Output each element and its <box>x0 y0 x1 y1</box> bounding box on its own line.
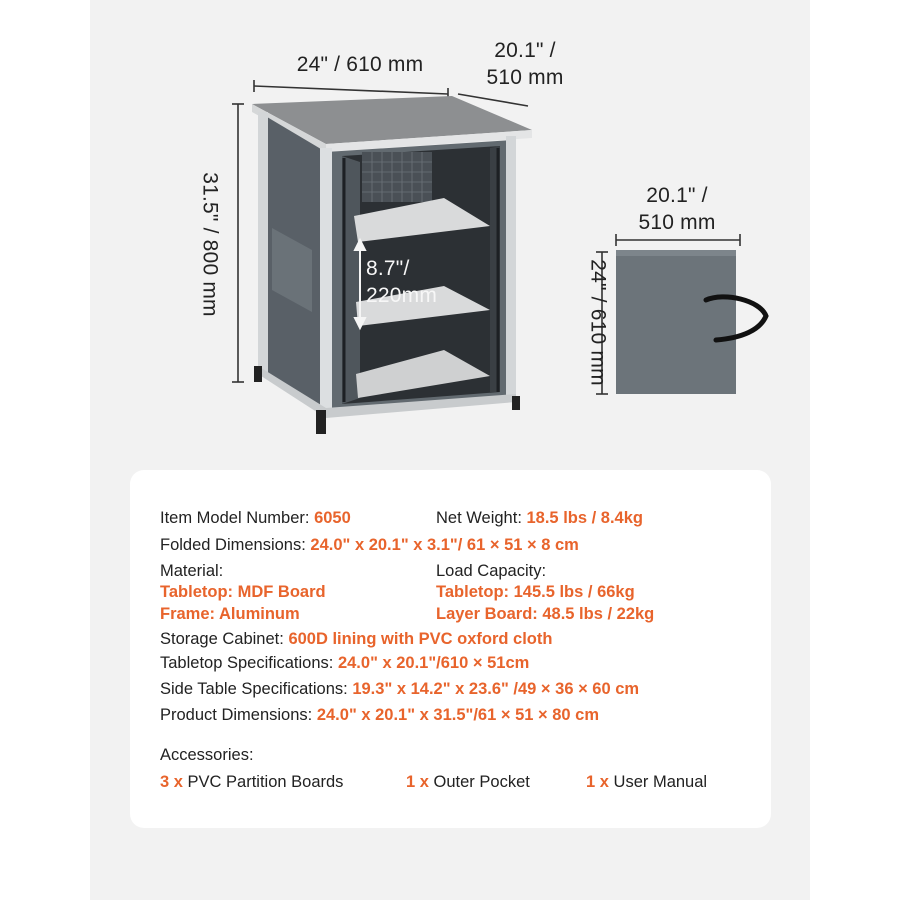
accessory-name: Outer Pocket <box>433 773 530 791</box>
height-label: 31.5" / 800 mm <box>198 172 222 317</box>
product-label: Product Dimensions: <box>160 706 313 724</box>
load-tabletop: Tabletop: 145.5 lbs / 66kg <box>436 583 635 601</box>
depth-label-line2: 510 mm <box>486 66 564 89</box>
storage-label: Storage Cabinet: <box>160 630 284 648</box>
depth-label-line1: 20.1" / <box>494 39 556 62</box>
side-spec-label: Side Table Specifications: <box>160 680 348 698</box>
accessory-qty: 1 x <box>586 773 609 791</box>
tabletop-spec-label: Tabletop Specifications: <box>160 654 334 672</box>
accessory-qty: 1 x <box>406 773 429 791</box>
accessory-item <box>586 772 707 793</box>
folded-unit <box>596 234 766 394</box>
accessories-title: Accessories: <box>160 746 254 764</box>
product-value: 24.0" x 20.1" x 31.5"/61 × 51 × 80 cm <box>316 706 600 724</box>
folded-width-label-line2: 510 mm <box>638 211 716 234</box>
accessory-qty: 3 x <box>160 773 183 791</box>
material-label: Material: <box>160 562 224 580</box>
folded-value: 24.0" x 20.1" x 3.1"/ 61 × 51 × 8 cm <box>310 536 579 554</box>
shelf-gap-label-line2: 220mm <box>366 284 438 307</box>
load-label: Load Capacity: <box>436 562 547 580</box>
model-row <box>160 508 351 529</box>
storage-value: 600D lining with PVC oxford cloth <box>288 630 553 648</box>
width-label: 24" / 610 mm <box>296 53 424 76</box>
model-label: Item Model Number: <box>160 509 310 527</box>
width-dimension-line <box>254 80 448 100</box>
folded-row <box>160 535 579 556</box>
tabletop-spec-row <box>160 653 529 674</box>
accessory-item <box>406 772 530 793</box>
folded-height-label: 24" / 610 mm <box>586 259 610 386</box>
model-value: 6050 <box>314 509 351 527</box>
load-layer: Layer Board: 48.5 lbs / 22kg <box>436 605 655 623</box>
side-spec-row <box>160 679 639 700</box>
folded-label: Folded Dimensions: <box>160 536 306 554</box>
folded-width-label-line1: 20.1" / <box>646 184 708 207</box>
material-frame: Frame: Aluminum <box>160 605 300 623</box>
height-dimension-line <box>232 104 244 382</box>
accessory-name: PVC Partition Boards <box>187 773 344 791</box>
accessory-name: User Manual <box>613 773 708 791</box>
storage-row <box>160 629 552 650</box>
weight-row <box>436 508 643 529</box>
weight-label: Net Weight: <box>436 509 522 527</box>
shelf-gap-label-line1: 8.7"/ <box>366 257 410 280</box>
material-tabletop: Tabletop: MDF Board <box>160 583 326 601</box>
tabletop-spec-value: 24.0" x 20.1"/610 × 51cm <box>337 654 530 672</box>
side-spec-value: 19.3" x 14.2" x 23.6" /49 × 36 × 60 cm <box>352 680 640 698</box>
weight-value: 18.5 lbs / 8.4kg <box>526 509 643 527</box>
product-row <box>160 705 599 726</box>
accessory-item <box>160 772 343 793</box>
